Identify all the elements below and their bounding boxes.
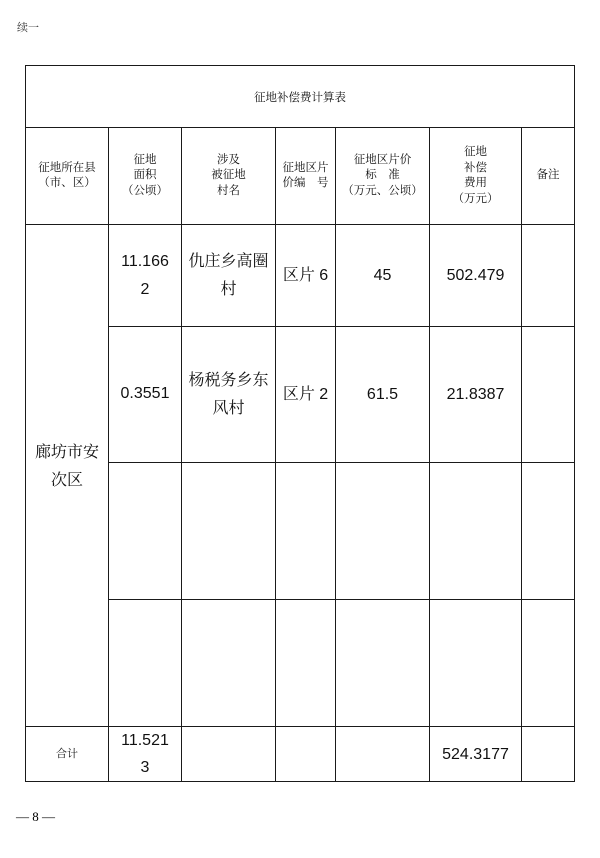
- village-name: 仇庄乡高圈村: [188, 252, 269, 298]
- village-cell: [182, 327, 276, 463]
- zone-price-cell: [336, 463, 430, 600]
- header-village-line: 村名: [217, 184, 240, 197]
- table-title: 征地补偿费计算表: [26, 66, 575, 128]
- total-label: 合计: [26, 727, 109, 782]
- zone-code-cell: [276, 600, 336, 727]
- area-value: 0.3551: [120, 385, 170, 403]
- header-county-line: 征地所在县: [38, 161, 96, 174]
- header-compensation-line: 征地: [464, 146, 487, 158]
- area-cell: [109, 463, 182, 600]
- table-row-empty: [26, 463, 575, 600]
- header-compensation-line: （万元）: [452, 192, 499, 205]
- zone-code-cell: 区片 6: [276, 225, 336, 327]
- total-zone-code-cell: [276, 727, 336, 782]
- compensation-cell: 21.8387: [430, 327, 522, 463]
- total-row: [26, 727, 575, 782]
- total-zone-price-cell: [336, 727, 430, 782]
- header-zone-price: [336, 128, 430, 225]
- village-cell: [182, 225, 276, 327]
- header-village-line: 涉及: [217, 153, 240, 166]
- compensation-cell: [430, 600, 522, 727]
- header-zone-code-line: 征地区片: [282, 161, 329, 174]
- area-cell: [109, 327, 182, 463]
- remark-cell: [522, 225, 575, 327]
- header-compensation-line: 补偿: [464, 161, 487, 174]
- zone-price-cell: 45: [336, 225, 430, 327]
- compensation-cell: [430, 463, 522, 600]
- area-cell: [109, 600, 182, 727]
- table-header-row: [26, 128, 575, 225]
- remark-cell: [522, 463, 575, 600]
- village-cell: [182, 600, 276, 727]
- total-area-value: 11.5213: [121, 732, 169, 776]
- header-county-line: （市、区）: [38, 177, 96, 189]
- village-name: 杨税务乡东风村: [188, 371, 269, 417]
- header-zone-code-line: 价编 号: [282, 177, 329, 189]
- header-zone-price-line: 征地区片价: [353, 153, 412, 166]
- county-cell: [26, 225, 109, 727]
- remark-cell: [522, 327, 575, 463]
- page-number: — 8 —: [16, 809, 55, 824]
- zone-price-cell: 61.5: [336, 327, 430, 463]
- header-zone-price-line: 标 准: [365, 169, 400, 182]
- remark-cell: [522, 600, 575, 727]
- header-zone-code: [276, 128, 336, 225]
- total-remark-cell: [522, 727, 575, 782]
- total-village-cell: [182, 727, 276, 782]
- header-area-line: 面积: [133, 169, 157, 182]
- total-compensation-cell: 524.3177: [430, 727, 522, 782]
- header-compensation-line: 费用: [464, 177, 487, 189]
- header-county: [26, 128, 109, 225]
- table-row-empty: [26, 600, 575, 727]
- header-remark-line: 备注: [536, 169, 560, 182]
- header-village: [182, 128, 276, 225]
- header-remark: [522, 128, 575, 225]
- area-cell: [109, 225, 182, 327]
- zone-code-cell: 区片 2: [276, 327, 336, 463]
- table-row: [26, 327, 575, 463]
- table-row: [26, 225, 575, 327]
- header-village-line: 被征地: [211, 169, 246, 182]
- header-area-line: 征地: [133, 153, 157, 166]
- header-area: [109, 128, 182, 225]
- continuation-label: 续一: [17, 22, 39, 34]
- table-title-row: [26, 66, 575, 128]
- total-area-cell: [109, 727, 182, 782]
- area-value: 11.1662: [121, 252, 169, 298]
- village-cell: [182, 463, 276, 600]
- zone-code-cell: [276, 463, 336, 600]
- header-zone-price-line: （万元、公顷）: [342, 184, 423, 197]
- header-area-line: （公顷）: [122, 184, 168, 197]
- zone-price-cell: [336, 600, 430, 727]
- county-name: 廊坊市安次区: [34, 444, 99, 489]
- compensation-table: [25, 65, 575, 782]
- compensation-cell: 502.479: [430, 225, 522, 327]
- header-compensation: [430, 128, 522, 225]
